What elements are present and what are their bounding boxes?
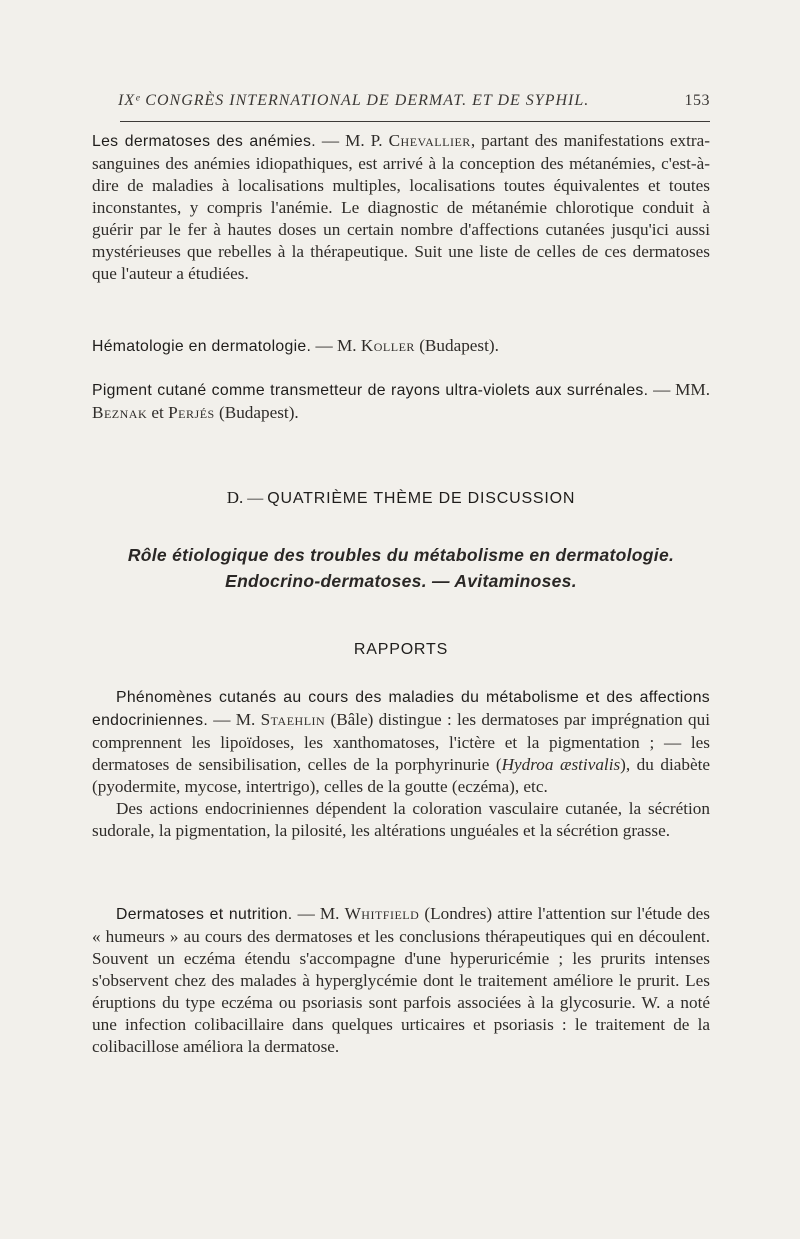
italic-term: Hydroa æstivalis	[501, 755, 621, 774]
dash: — M.	[292, 904, 345, 923]
section-heading: Hématologie en dermatologie.	[92, 338, 312, 355]
dash: —	[243, 490, 268, 507]
theme-heading	[92, 488, 710, 508]
section-pigment	[92, 379, 710, 424]
theme-title: QUATRIÈME THÈME DE DISCUSSION	[267, 490, 576, 507]
page-number: 153	[684, 92, 710, 109]
section-heading: Pigment cutané comme transmetteur de rayons ultra-violets aux surrénales.	[92, 382, 649, 399]
subtitle-line-1: Rôle étiologique des troubles du métabolisme en dermatologie.	[127, 545, 675, 565]
body-text: (Bâle) distingue : les dermatoses par imprégnation qui comprennent les lipoïdoses, les xanthomatoses, l'ictère et la pigmentation ; — les dermatoses de sensibilisation, celles de la porphyrinurie (	[92, 710, 710, 774]
running-title: IXᵉ CONGRÈS INTERNATIONAL DE DERMAT. ET DE SYPHIL.	[118, 92, 590, 109]
body-text: (Londres) attire l'attention sur l'étude des « humeurs » au cours des dermatoses et les conclusions thérapeutiques qui en découlent. Souvent un eczéma étendu s'accompagne d'une hyperuricémie ; les prurits intenses s'observent chez des malades à hyperglycémie dont le traitement améliore le prurit. Les éruptions du type eczéma ou psoriasis sont parfois associées à la glycosurie. W. a noté une infection colibacillaire dans quelques urticaires et psoriasis : le traitement de la colibacillose améliora la dermatose.	[92, 904, 710, 1056]
section-heading: Les dermatoses des anémies.	[92, 133, 316, 150]
body-text: (Budapest).	[414, 336, 499, 355]
author-name: Perjés	[168, 403, 215, 422]
conjunction: et	[147, 403, 169, 422]
header-rule	[120, 121, 710, 122]
body-text: ), du diabète (pyodermite, mycose, intertrigo), celles de la goutte (eczéma), etc.	[92, 755, 710, 796]
subtitle-line-2: Endocrino-dermatoses. — Avitaminoses.	[225, 571, 577, 591]
section-nutrition	[92, 903, 710, 1058]
section-anemies	[92, 130, 710, 285]
dash: — M.	[208, 710, 261, 729]
section-heading: Phénomènes cutanés au cours des maladies du métabolisme et des affections endocriniennes.	[92, 689, 710, 729]
author-name: Staehlin	[260, 710, 326, 729]
running-header	[118, 92, 710, 110]
theme-subtitle	[92, 542, 710, 594]
body-text: , partant des manifestations extra-sanguines des anémies idiopathiques, est arrivé à la conception des métanémies, c'est-à-dire de maladies à localisations multiples, localisations toutes équivalentes et toutes inconstantes, y compris l'anémie. Le diagnostic de métanémie chlorotique conduit à guérir par le fer à hautes doses un certain nombre d'affections cutanées jusqu'ici aussi mystérieuses que rebelles à la thérapeutique. Suit une liste de celles de ces dermatoses que l'auteur a étudiées.	[92, 131, 710, 283]
paragraph: Des actions endocriniennes dépendent la coloration vasculaire cutanée, la sécrétion sudorale, la pigmentation, la pilosité, les altérations unguéales et la sécrétion grasse.	[92, 799, 710, 840]
rapports-heading: RAPPORTS	[353, 641, 449, 658]
paragraph	[92, 686, 710, 798]
section-phenomenes	[92, 686, 710, 842]
body-text: (Budapest).	[214, 403, 299, 422]
paragraph	[92, 903, 710, 1058]
dash: — M. P.	[315, 131, 389, 150]
author-name: Chevallier	[388, 131, 471, 150]
section-heading: Dermatoses et nutrition.	[116, 906, 293, 923]
theme-letter: D.	[226, 488, 244, 507]
dash: — MM.	[648, 380, 710, 399]
author-name: Koller	[360, 336, 415, 355]
author-name: Whitfield	[344, 904, 420, 923]
author-name: Beznak	[92, 403, 148, 422]
section-hematologie	[92, 335, 710, 358]
dash: — M.	[311, 336, 361, 355]
